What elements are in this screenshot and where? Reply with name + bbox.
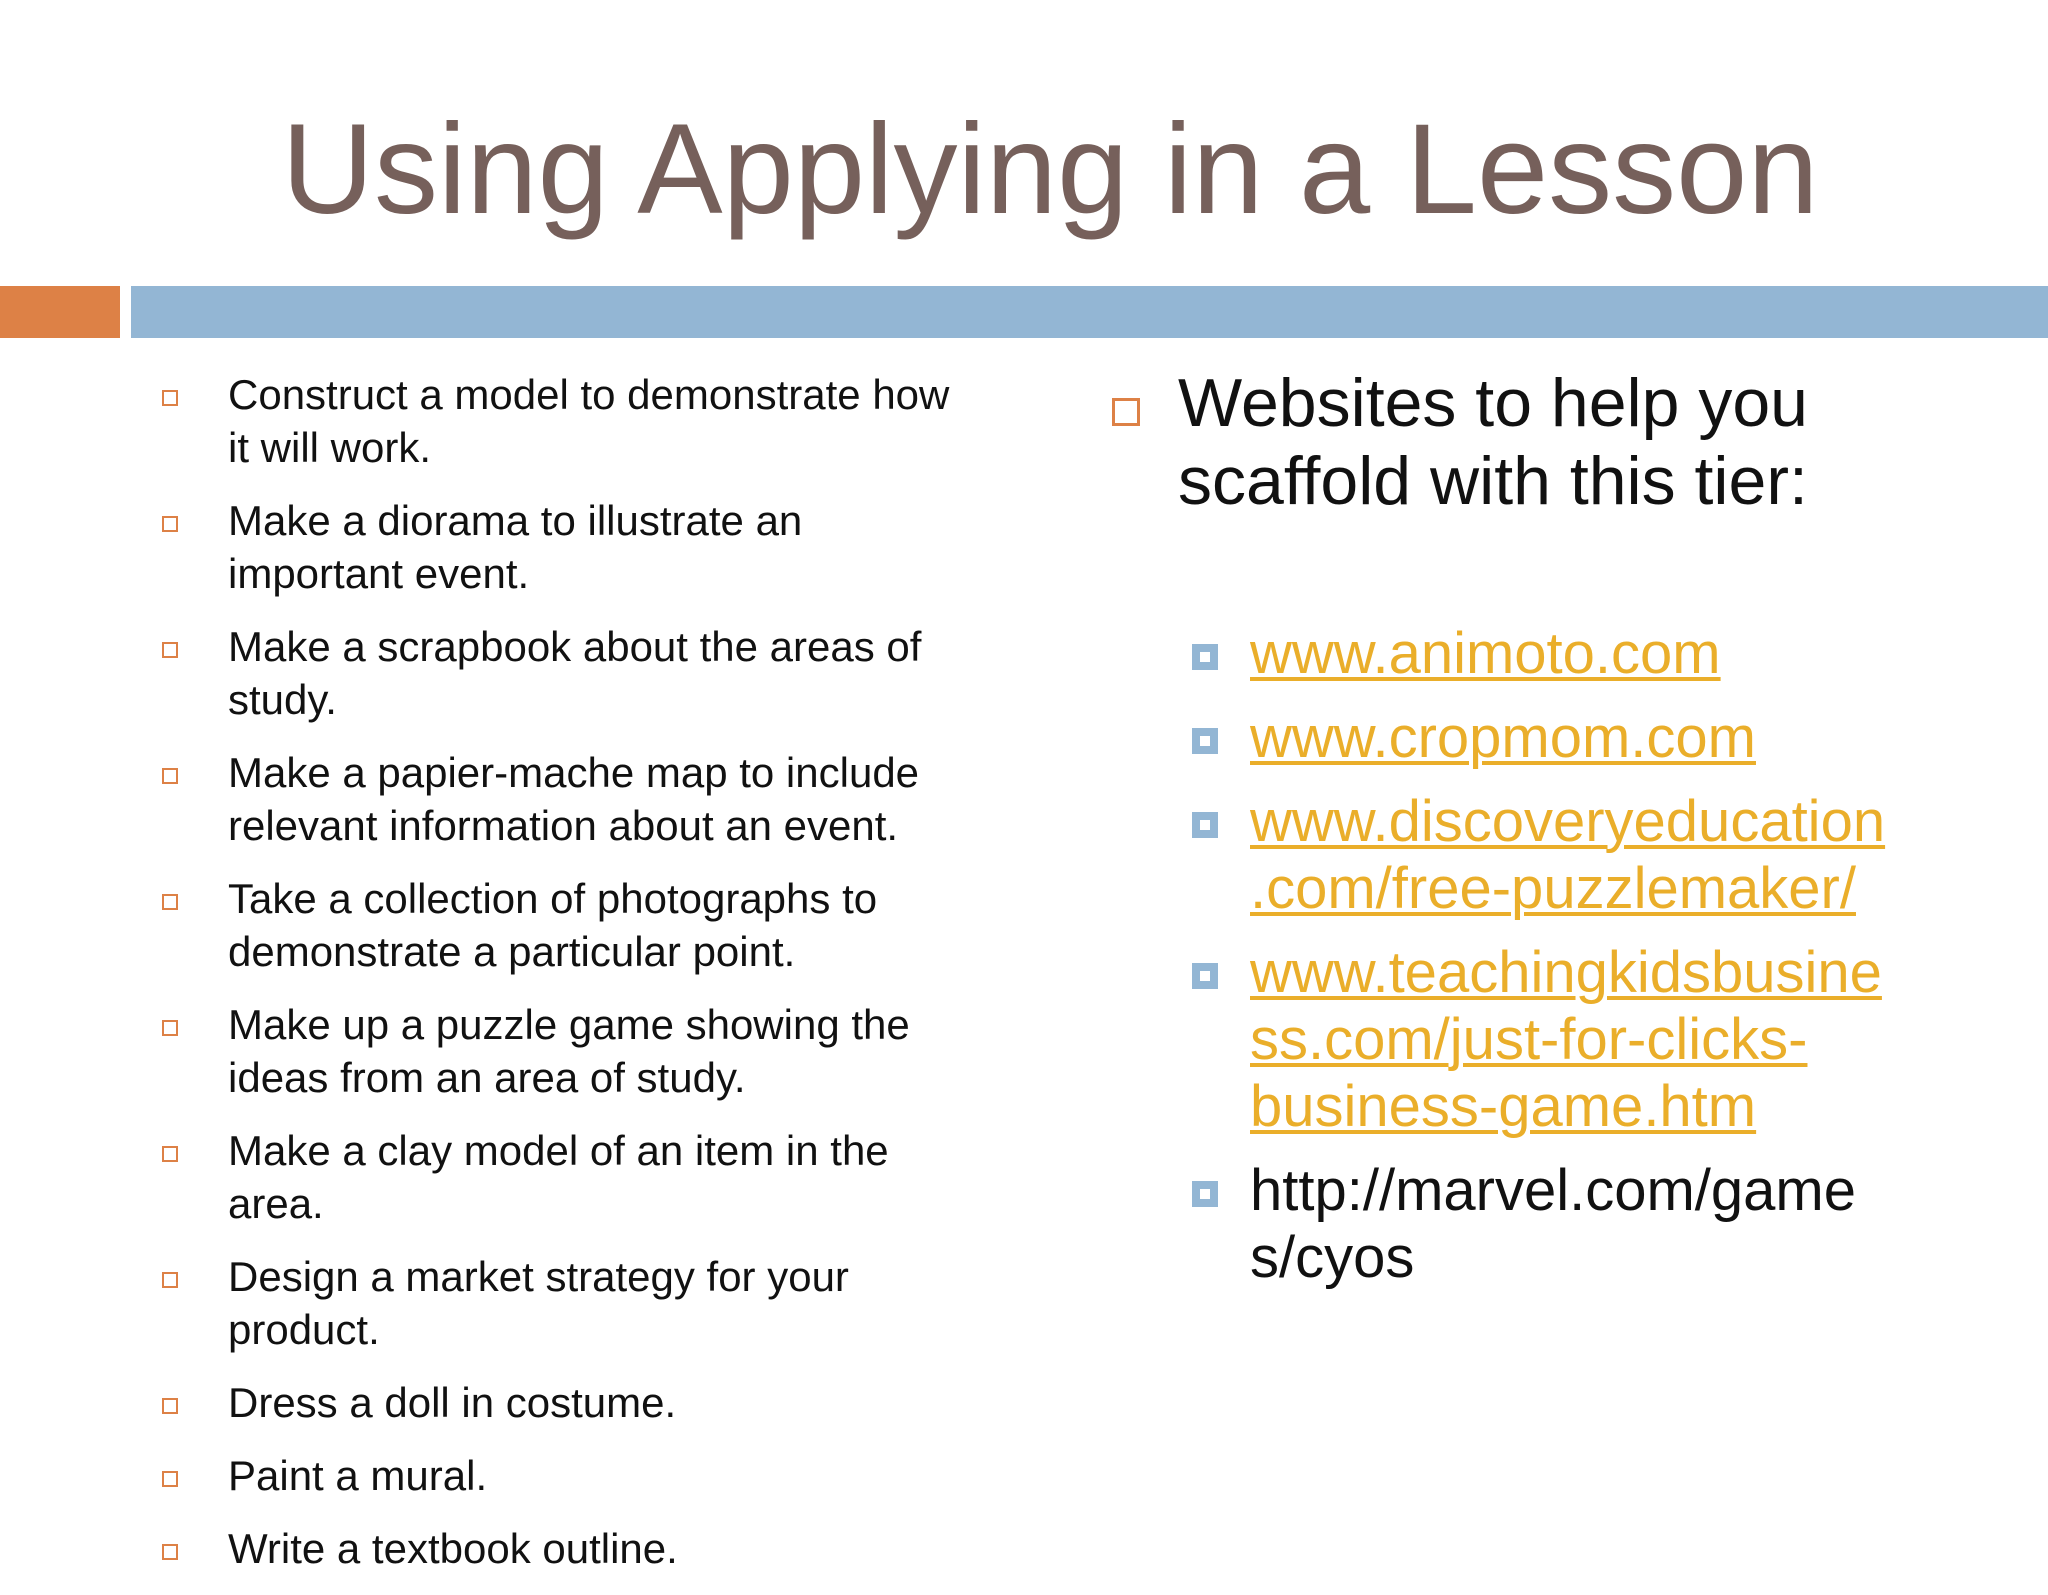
- link-teachingkidsbusiness[interactable]: [1250, 940, 1882, 1139]
- marvel-url-text: [1250, 1158, 1856, 1290]
- list-item: [150, 998, 1030, 1104]
- square-bullet-icon: [1192, 728, 1218, 754]
- square-bullet-icon: [162, 1146, 178, 1162]
- square-bullet-icon: [162, 894, 178, 910]
- link-text[interactable]: www.teachingkidsbusine: [1250, 940, 1882, 1005]
- link-discoveryeducation[interactable]: [1250, 789, 1885, 921]
- list-item-text: product.: [228, 1306, 380, 1353]
- websites-heading: [1110, 364, 2038, 520]
- list-item: [150, 1449, 1030, 1502]
- list-item: [150, 1250, 1030, 1356]
- websites-heading-text: scaffold with this tier:: [1178, 443, 1808, 519]
- list-item: [150, 872, 1030, 978]
- url-text: s/cyos: [1250, 1225, 1415, 1290]
- square-bullet-icon: [1112, 398, 1140, 426]
- list-item-text: Make a diorama to illustrate an: [228, 497, 803, 544]
- square-bullet-icon: [162, 1471, 178, 1487]
- list-item: [1190, 939, 1950, 1140]
- square-bullet-icon: [1192, 1181, 1218, 1207]
- square-bullet-icon: [162, 1020, 178, 1036]
- list-item-text: Make a papier-mache map to include: [228, 749, 920, 796]
- list-item-text: it will work.: [228, 424, 432, 471]
- square-bullet-icon: [162, 1272, 178, 1288]
- list-item-text: demonstrate a particular point.: [228, 928, 796, 975]
- list-item: [150, 1124, 1030, 1230]
- header-accent-bar-blue: [131, 286, 2048, 338]
- link-cropmom[interactable]: www.cropmom.com: [1250, 705, 1756, 770]
- list-item-text: Make a clay model of an item in the: [228, 1127, 889, 1174]
- list-item: [1190, 704, 1950, 771]
- square-bullet-icon: [162, 516, 178, 532]
- list-item-text: important event.: [228, 550, 530, 597]
- square-bullet-icon: [1192, 963, 1218, 989]
- list-item: [150, 494, 1030, 600]
- list-item-text: Construct a model to demonstrate how: [228, 371, 950, 418]
- link-text[interactable]: www.discoveryeducation: [1250, 789, 1886, 854]
- list-item-text: ideas from an area of study.: [228, 1054, 746, 1101]
- link-text[interactable]: .com/free-puzzlemaker/: [1250, 856, 1856, 921]
- link-text[interactable]: business-game.htm: [1250, 1074, 1757, 1139]
- square-bullet-icon: [162, 1544, 178, 1560]
- square-bullet-icon: [162, 642, 178, 658]
- header-accent-bar-orange: [0, 286, 120, 338]
- list-item: [150, 620, 1030, 726]
- list-item-text: Dress a doll in costume.: [228, 1379, 677, 1426]
- list-item-text: Make a scrapbook about the areas of: [228, 623, 922, 670]
- square-bullet-icon: [1192, 812, 1218, 838]
- slide-title: Using Applying in a Lesson: [281, 98, 1819, 241]
- list-item-text: Design a market strategy for your: [228, 1253, 849, 1300]
- list-item-text: study.: [228, 676, 337, 723]
- list-item-text: area.: [228, 1180, 324, 1227]
- link-animoto[interactable]: www.animoto.com: [1250, 621, 1721, 686]
- list-item: [150, 368, 1030, 474]
- list-item-text: Write a textbook outline.: [228, 1525, 678, 1572]
- list-item-text: Take a collection of photographs to: [228, 875, 878, 922]
- list-item: [1190, 620, 1950, 687]
- website-list: [1190, 620, 1950, 1308]
- square-bullet-icon: [162, 390, 178, 406]
- list-item-text: relevant information about an event.: [228, 802, 899, 849]
- link-text[interactable]: ss.com/just-for-clicks-: [1250, 1007, 1808, 1072]
- square-bullet-icon: [162, 1398, 178, 1414]
- list-item: [150, 746, 1030, 852]
- activity-list: [150, 368, 1030, 1595]
- square-bullet-icon: [1192, 644, 1218, 670]
- url-text: http://marvel.com/game: [1250, 1158, 1856, 1223]
- list-item: [1190, 1157, 1950, 1291]
- list-item-text: Make up a puzzle game showing the: [228, 1001, 910, 1048]
- list-item: [150, 1522, 1030, 1575]
- square-bullet-icon: [162, 768, 178, 784]
- websites-heading-text: Websites to help you: [1178, 365, 1808, 441]
- list-item-text: Paint a mural.: [228, 1452, 488, 1499]
- list-item: [150, 1376, 1030, 1429]
- list-item: [1190, 788, 1950, 922]
